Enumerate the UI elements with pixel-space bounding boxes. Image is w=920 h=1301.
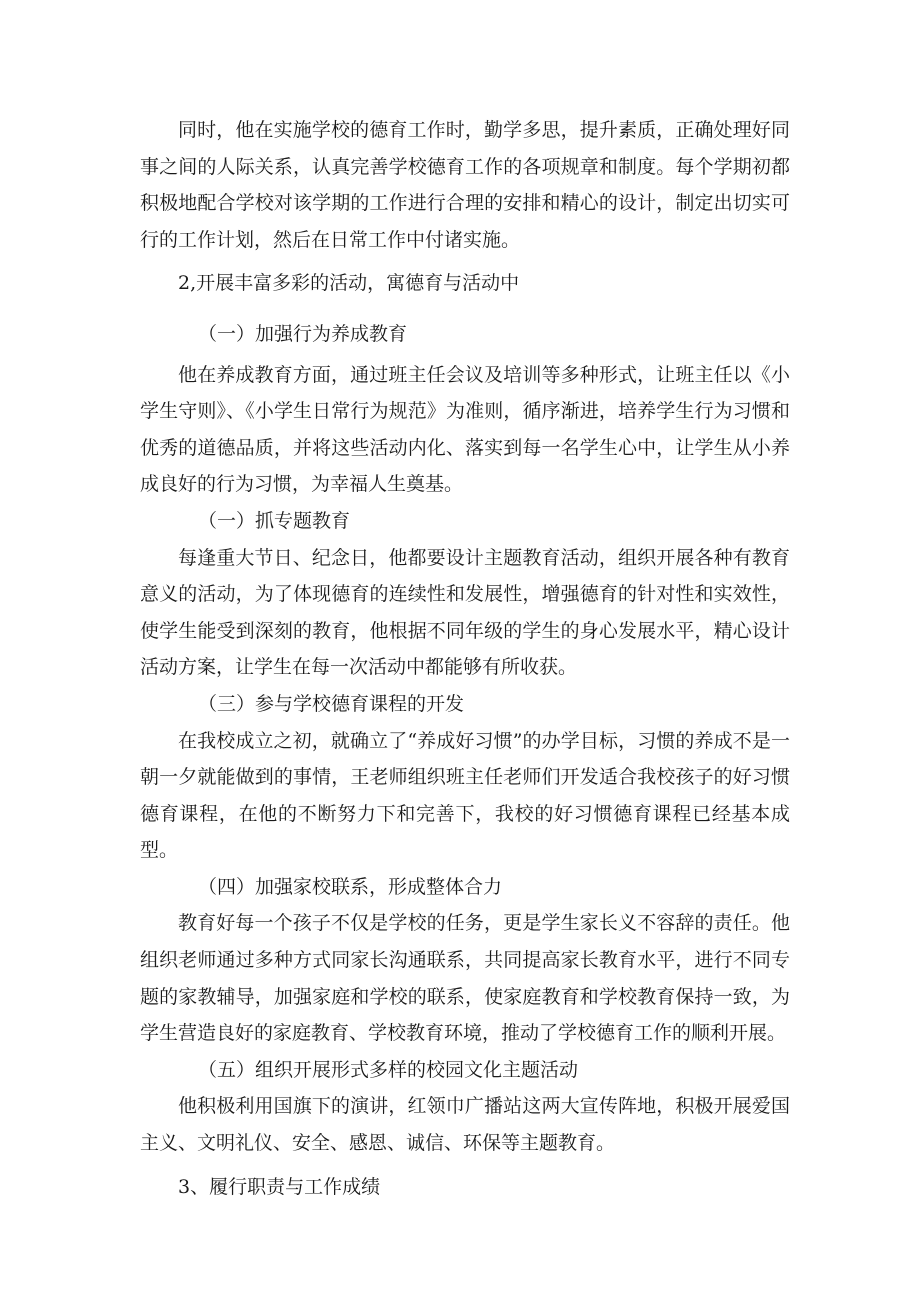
paragraph-festival-activities: 每逢重大节日、纪念日，他都要设计主题教育活动，组织开展各种有教育意义的活动，为了体现德育的连续性和发展性，增强德育的针对性和实效性，使学生能受到深刻的教育，他根据不同年级的学生的身心发展水平，精心设计活动方案，让学生在每一次活动中都能够有所收获。 (140, 546, 790, 679)
section-heading-activities: 2,开展丰富多彩的活动，寓德育与活动中 (178, 272, 520, 295)
paragraph-moral-work: 同时，他在实施学校的德育工作时，勤学多思，提升素质，正确处理好同事之间的人际关系，认真完善学校德育工作的各项规章和制度。每个学期初都积极地配合学校对该学期的工作进行合理的安排和精心的设计，制定出切实可行的工作计划，然后在日常工作中付诸实施。 (140, 119, 790, 251)
subheading-curriculum: （三）参与学校德育课程的开发 (198, 692, 465, 715)
paragraph-home-school: 教育好每一个孩子不仅是学校的任务，更是学生家长义不容辞的责任。他组织老师通过多种方式同家长沟通联系，共同提高家长教育水平，进行不同专题的家教辅导，加强家庭和学校的联系，使家庭教育和学校教育保持一致，为学生营造良好的家庭教育、学校教育环境，推动了学校德育工作的顺利开展。 (140, 912, 790, 1045)
section-heading-duties: 3、履行职责与工作成绩 (178, 1175, 381, 1198)
subheading-home-school: （四）加强家校联系，形成整体合力 (198, 875, 503, 898)
paragraph-habit-education: 他在养成教育方面，通过班主任会议及培训等多种形式，让班主任以《小学生守则》、《小学生日常行为规范》为准则，循序渐进，培养学生行为习惯和优秀的道德品质，并将这些活动内化、落实到每一名学生心中，让学生从小养成良好的行为习惯，为幸福人生奠基。 (140, 363, 790, 496)
document-page (140, 112, 790, 1212)
paragraph-curriculum: 在我校成立之初，就确立了“养成好习惯”的办学目标，习惯的养成不是一朝一夕就能做到的事情，王老师组织班主任老师们开发适合我校孩子的好习惯德育课程，在他的不断努力下和完善下，我校的好习惯德育课程已经基本成型。 (140, 729, 790, 862)
subheading-behavior-habits: （一）加强行为养成教育 (198, 322, 408, 345)
paragraph-campus-culture: 他积极利用国旗下的演讲，红领巾广播站这两大宣传阵地，积极开展爱国主义、文明礼仪、安全、感恩、诚信、环保等主题教育。 (140, 1095, 790, 1155)
subheading-special-topic: （一）抓专题教育 (198, 509, 351, 532)
subheading-campus-culture: （五）组织开展形式多样的校园文化主题活动 (198, 1058, 579, 1081)
